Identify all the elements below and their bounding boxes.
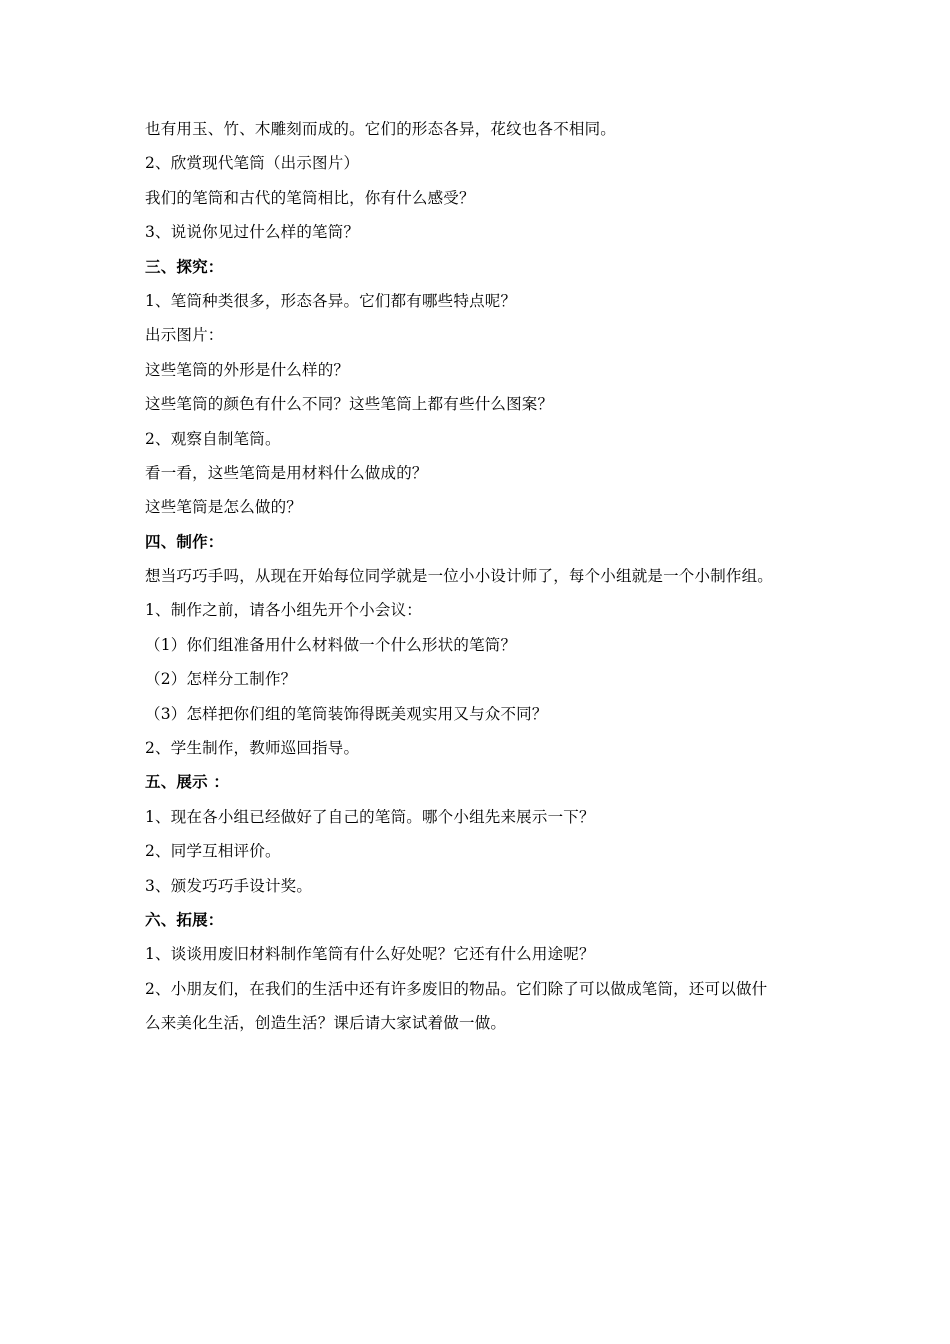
text-line: 3、颁发巧巧手设计奖。 bbox=[145, 876, 313, 895]
text-line: 1、谈谈用废旧材料制作笔筒有什么好处呢？它还有什么用途呢？ bbox=[145, 945, 595, 964]
text-line: 1、现在各小组已经做好了自己的笔筒。哪个小组先来展示一下？ bbox=[145, 807, 595, 826]
text-line: 3、说说你见过什么样的笔筒？ bbox=[145, 223, 360, 242]
text-line: 2、同学互相评价。 bbox=[145, 842, 281, 861]
text-line: 2、欣赏现代笔筒（出示图片） bbox=[145, 154, 360, 173]
text-line: （1）你们组准备用什么材料做一个什么形状的笔筒？ bbox=[145, 635, 517, 654]
text-line: 这些笔筒的颜色有什么不同？这些笔筒上都有些什么图案？ bbox=[145, 395, 554, 414]
section-heading: 三、探究： bbox=[145, 256, 224, 276]
section-heading: 六、拓展： bbox=[145, 909, 224, 929]
text-line: 想当巧巧手吗，从现在开始每位同学就是一位小小设计师了，每个小组就是一个小制作组。 bbox=[145, 567, 774, 586]
text-line: （3）怎样把你们组的笔筒装饰得既美观实用又与众不同？ bbox=[145, 704, 548, 723]
text-line: （2）怎样分工制作？ bbox=[145, 670, 297, 689]
text-line: 这些笔筒是怎么做的？ bbox=[145, 498, 303, 517]
section-heading: 五、展示 ： bbox=[145, 772, 230, 792]
text-line: 1、制作之前，请各小组先开个小会议： bbox=[145, 601, 422, 620]
document-body bbox=[145, 116, 825, 1045]
text-line: 2、观察自制笔筒。 bbox=[145, 429, 281, 448]
text-line: 么来美化生活，创造生活？课后请大家试着做一做。 bbox=[145, 1014, 507, 1033]
text-line: 也有用玉、竹、木雕刻而成的。它们的形态各异，花纹也各不相同。 bbox=[145, 120, 617, 138]
text-line: 2、学生制作，教师巡回指导。 bbox=[145, 739, 360, 758]
text-line: 2、小朋友们，在我们的生活中还有许多废旧的物品。它们除了可以做成笔筒，还可以做什 bbox=[145, 979, 768, 998]
text-line: 这些笔筒的外形是什么样的？ bbox=[145, 360, 350, 379]
text-line: 看一看，这些笔筒是用材料什么做成的？ bbox=[145, 463, 428, 482]
section-heading: 四、制作： bbox=[145, 531, 224, 551]
text-line: 1、笔筒种类很多，形态各异。它们都有哪些特点呢？ bbox=[145, 291, 517, 310]
text-line: 我们的笔筒和古代的笔筒相比，你有什么感受？ bbox=[145, 188, 475, 207]
text-line: 出示图片： bbox=[145, 326, 224, 345]
